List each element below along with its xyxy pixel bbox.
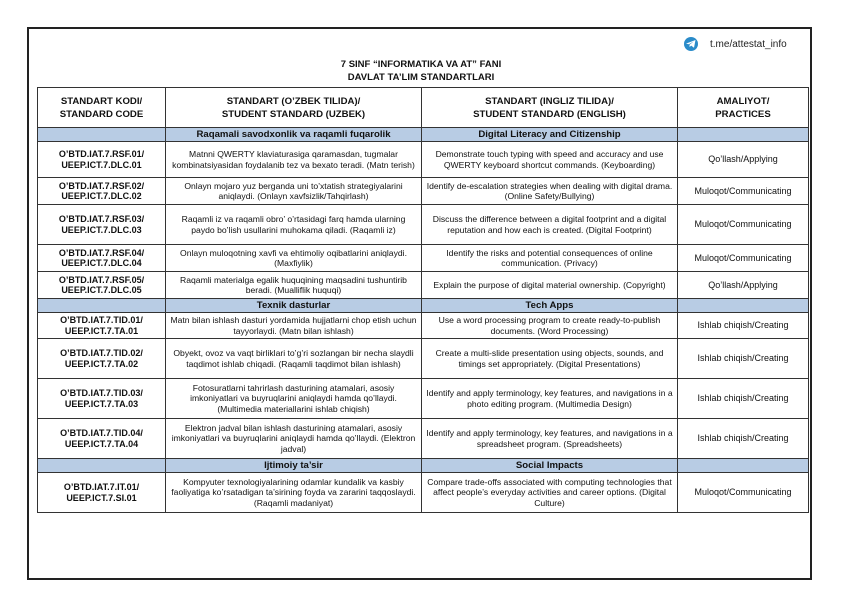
standard-uz: Onlayn muloqotning xavfi va ehtimoliy oqibatlarini aniqlaydi. (Maxfiylik) <box>166 245 422 272</box>
standard-uz: Obyekt, ovoz va vaqt birliklari to’g’ri sozlangan bir necha slaydli taqdimot ishlab chiqadi. (Raqamli taqdimot bilan ishlash) <box>166 339 422 379</box>
standard-uz: Fotosuratlarni tahrirlash dasturining atamalari, asosiy imkoniyatlari va buyruqlarini aniqlaydi hamda qo’llaydi. (Multimedia materiallarini ishlab chiqish) <box>166 379 422 419</box>
standard-en: Use a word processing program to create ready-to-publish documents. (Word Processing) <box>422 313 678 339</box>
practice: Ishlab chiqish/Creating <box>678 419 809 459</box>
standard-en: Explain the purpose of digital material ownership. (Copyright) <box>422 272 678 299</box>
standards-table <box>37 87 809 513</box>
table-row <box>38 473 809 513</box>
table-row <box>38 272 809 299</box>
standard-code: O’BTD.IAT.7.IT.01/ UEEP.ICT.7.SI.01 <box>38 473 166 513</box>
standard-code: O’BTD.IAT.7.TID.01/ UEEP.ICT.7.TA.01 <box>38 313 166 339</box>
standard-en: Identify de-escalation strategies when dealing with digital drama. (Online Safety/Bullying) <box>422 178 678 205</box>
practice: Muloqot/Communicating <box>678 178 809 205</box>
standard-code: O’BTD.IAT.7.RSF.05/ UEEP.ICT.7.DLC.05 <box>38 272 166 299</box>
practice: Muloqot/Communicating <box>678 245 809 272</box>
standard-uz: Matnni QWERTY klaviaturasiga qaramasdan, tugmalar kombinatsiyasidan foydalanib tez va bexato teradi. (Matn terish) <box>166 142 422 178</box>
section-row <box>38 128 809 142</box>
title-line-1: 7 SINF “INFORMATIKA VA AT” FANI <box>340 59 502 70</box>
table-row <box>38 419 809 459</box>
standard-en: Identify and apply terminology, key features, and navigations in a photo editing program. (Multimedia Design) <box>422 379 678 419</box>
table-row <box>38 313 809 339</box>
standard-code: O’BTD.IAT.7.RSF.04/ UEEP.ICT.7.DLC.04 <box>38 245 166 272</box>
standard-uz: Matn bilan ishlash dasturi yordamida hujjatlarni chop etish uchun tayyorlaydi. (Matn bilan ishlash) <box>166 313 422 339</box>
section-title-en: Tech Apps <box>422 299 678 313</box>
standard-en: Demonstrate touch typing with speed and accuracy and use QWERTY keyboard shortcut commands. (Keyboarding) <box>422 142 678 178</box>
table-row <box>38 379 809 419</box>
section-title-uz: Ijtimoiy ta’sir <box>166 459 422 473</box>
standard-en: Compare trade-offs associated with computing technologies that affect people’s everyday activities and career options. (Digital Culture) <box>422 473 678 513</box>
header-row <box>38 88 809 128</box>
standard-uz: Raqamli iz va raqamli obro’ o’rtasidagi farq hamda ularning paydo bo’lish usullarini muhokama qiladi. (Raqamli iz) <box>166 205 422 245</box>
standard-uz: Raqamli materialga egalik huquqining maqsadini tushuntirib beradi. (Mualliflik huquqi) <box>166 272 422 299</box>
standard-code: O’BTD.IAT.7.TID.03/ UEEP.ICT.7.TA.03 <box>38 379 166 419</box>
practice: Ishlab chiqish/Creating <box>678 313 809 339</box>
section-title-en: Digital Literacy and Citizenship <box>422 128 678 142</box>
practice: Ishlab chiqish/Creating <box>678 379 809 419</box>
standard-en: Identify and apply terminology, key features, and navigations in a spreadsheet program. (Spreadsheets) <box>422 419 678 459</box>
title-line-2: DAVLAT TA’LIM STANDARTLARI <box>347 72 495 83</box>
header-english: STANDART (INGLIZ TILIDA)/ STUDENT STANDARD (ENGLISH) <box>422 88 678 128</box>
telegram-handle: t.me/attestat_info <box>710 38 787 50</box>
standard-en: Create a multi-slide presentation using objects, sounds, and timings set appropriately. (Digital Presentations) <box>422 339 678 379</box>
practice: Ishlab chiqish/Creating <box>678 339 809 379</box>
section-title-uz: Raqamali savodxonlik va raqamli fuqarolik <box>166 128 422 142</box>
standard-code: O’BTD.IAT.7.TID.04/ UEEP.ICT.7.TA.04 <box>38 419 166 459</box>
table-row <box>38 205 809 245</box>
table-row <box>38 178 809 205</box>
standard-en: Identify the risks and potential consequences of online communication. (Privacy) <box>422 245 678 272</box>
telegram-link[interactable] <box>684 37 787 51</box>
header-uzbek: STANDART (O’ZBEK TILIDA)/ STUDENT STANDARD (UZBEK) <box>166 88 422 128</box>
page-title <box>0 58 842 84</box>
standard-uz: Elektron jadval bilan ishlash dasturining atamalari, asosiy imkoniyatlari va buyruqlarini aniqlaydi hamda qo’llaydi. (Elektron jadval) <box>166 419 422 459</box>
standard-uz: Onlayn mojaro yuz berganda uni to’xtatish strategiyalarini aniqlaydi. (Onlayn xavfsizlik/Tahqirlash) <box>166 178 422 205</box>
standard-code: O’BTD.IAT.7.RSF.01/ UEEP.ICT.7.DLC.01 <box>38 142 166 178</box>
table-row <box>38 339 809 379</box>
table-row <box>38 245 809 272</box>
practice: Muloqot/Communicating <box>678 205 809 245</box>
header-code: STANDART KODI/ STANDARD CODE <box>38 88 166 128</box>
standard-en: Discuss the difference between a digital footprint and a digital reputation and how each is created. (Digital Footprint) <box>422 205 678 245</box>
telegram-icon <box>684 37 698 51</box>
standard-code: O’BTD.IAT.7.RSF.02/ UEEP.ICT.7.DLC.02 <box>38 178 166 205</box>
practice: Qo’llash/Applying <box>678 142 809 178</box>
header-practices: AMALIYOT/ PRACTICES <box>678 88 809 128</box>
practice: Qo’llash/Applying <box>678 272 809 299</box>
section-title-en: Social Impacts <box>422 459 678 473</box>
section-row <box>38 299 809 313</box>
standard-uz: Kompyuter texnologiyalarining odamlar kundalik va kasbiy faoliyatiga ko’rsatadigan ta’sirining foyda va zararini taqqoslaydi. (Raqamli madaniyat) <box>166 473 422 513</box>
standard-code: O’BTD.IAT.7.RSF.03/ UEEP.ICT.7.DLC.03 <box>38 205 166 245</box>
practice: Muloqot/Communicating <box>678 473 809 513</box>
section-title-uz: Texnik dasturlar <box>166 299 422 313</box>
table-row <box>38 142 809 178</box>
standard-code: O’BTD.IAT.7.TID.02/ UEEP.ICT.7.TA.02 <box>38 339 166 379</box>
section-row <box>38 459 809 473</box>
